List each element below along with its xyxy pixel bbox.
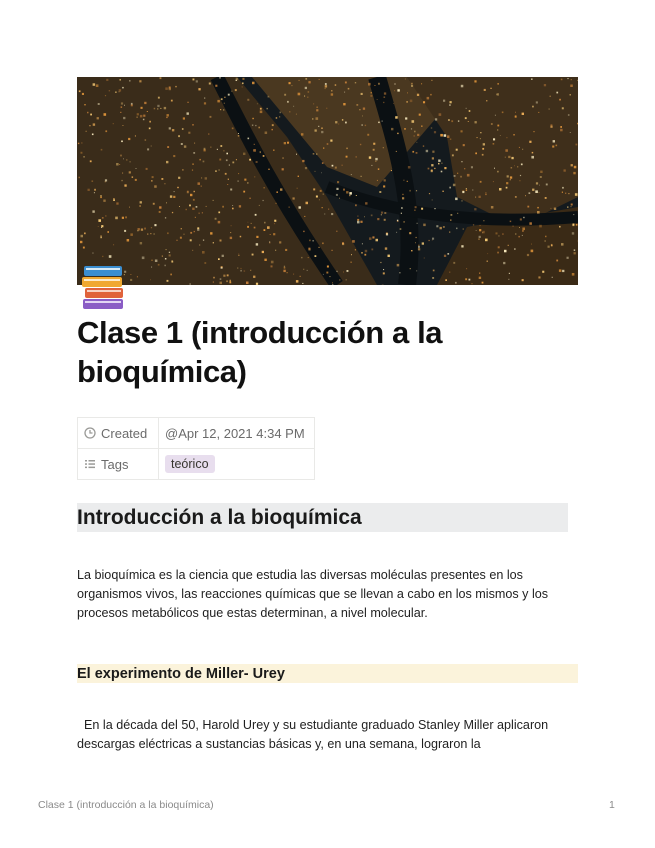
list-icon xyxy=(84,458,96,470)
property-key-tags: Tags xyxy=(101,456,129,472)
property-value-created[interactable]: @Apr 12, 2021 4:34 PM xyxy=(159,418,315,449)
properties-table xyxy=(77,417,315,480)
heading-miller-urey: El experimento de Miller- Urey xyxy=(77,664,578,683)
property-row-tags xyxy=(78,449,315,480)
cover-image xyxy=(77,77,578,285)
tag-badge[interactable]: teórico xyxy=(165,455,215,473)
property-key-created: Created xyxy=(101,425,148,441)
property-row-created xyxy=(78,418,315,449)
footer-doc-title: Clase 1 (introducción a la bioquímica) xyxy=(38,799,214,811)
footer-page-number: 1 xyxy=(609,799,615,811)
heading-introduccion: Introducción a la bioquímica xyxy=(77,503,568,532)
page-title: Clase 1 (introducción a la bioquímica) xyxy=(77,315,443,389)
books-icon xyxy=(80,264,128,310)
city-lights-image xyxy=(77,77,578,285)
clock-icon xyxy=(84,427,96,439)
paragraph-intro: La bioquímica es la ciencia que estudia las diversas moléculas presentes en los organismos vivos, las reacciones químicas que se llevan a cabo en los mismos y los procesos metabólicos que estas determinan, a nivel molecular. xyxy=(77,568,549,620)
paragraph-miller-urey: En la década del 50, Harold Urey y su estudiante graduado Stanley Miller aplicaron descargas eléctricas a sustancias básicas y, en una semana, lograron la xyxy=(77,718,552,751)
